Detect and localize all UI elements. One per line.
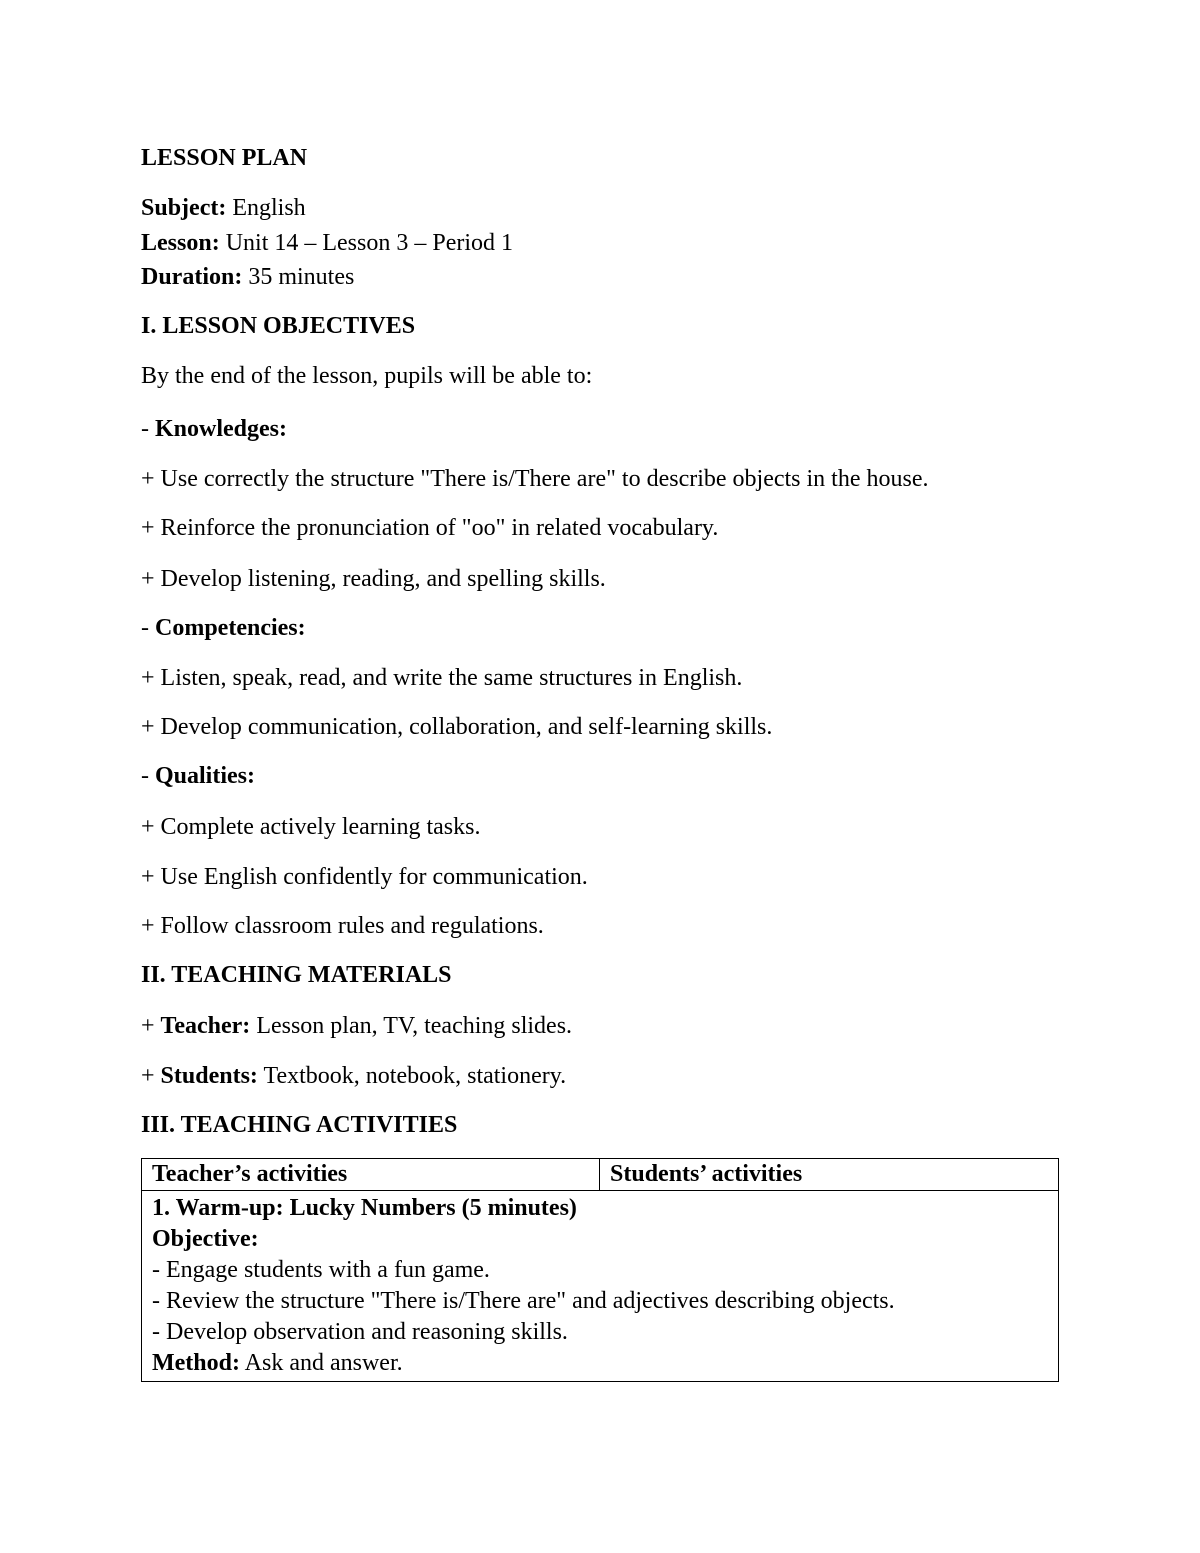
competency-item: + Listen, speak, read, and write the same structures in English. bbox=[141, 665, 743, 691]
duration-line bbox=[141, 262, 354, 292]
objective-item: - Develop observation and reasoning skills. bbox=[152, 1319, 568, 1345]
subject-line bbox=[141, 193, 306, 223]
col-teacher-header: Teacher’s activities bbox=[142, 1159, 600, 1191]
quality-item: + Follow classroom rules and regulations. bbox=[141, 913, 544, 939]
materials-heading: II. TEACHING MATERIALS bbox=[141, 962, 452, 988]
objective-item: - Engage students with a fun game. bbox=[152, 1257, 490, 1283]
competencies-dash: - bbox=[141, 615, 155, 641]
teacher-value: Lesson plan, TV, teaching slides. bbox=[250, 1013, 573, 1039]
materials-students bbox=[141, 1061, 566, 1091]
teacher-prefix: + bbox=[141, 1013, 161, 1039]
table-row bbox=[142, 1191, 1059, 1382]
duration-value: 35 minutes bbox=[248, 264, 355, 290]
competency-item: + Develop communication, collaboration, and self-learning skills. bbox=[141, 714, 773, 740]
knowledges-heading bbox=[141, 414, 287, 444]
method-label: Method: bbox=[152, 1350, 240, 1376]
objectives-heading: I. LESSON OBJECTIVES bbox=[141, 313, 416, 339]
warmup-title: 1. Warm-up: Lucky Numbers (5 minutes) bbox=[152, 1195, 577, 1221]
warmup-cell bbox=[142, 1191, 1059, 1382]
qualities-heading bbox=[141, 761, 255, 791]
page-title: LESSON PLAN bbox=[141, 145, 308, 171]
qualities-label: Qualities: bbox=[155, 763, 255, 789]
method-line bbox=[152, 1348, 1048, 1379]
students-label: Students: bbox=[160, 1063, 258, 1089]
activities-table bbox=[141, 1158, 1059, 1382]
quality-item: + Use English confidently for communication. bbox=[141, 864, 588, 890]
quality-item: + Complete actively learning tasks. bbox=[141, 814, 481, 840]
knowledge-item: + Develop listening, reading, and spelling skills. bbox=[141, 566, 606, 592]
objective-item: - Review the structure "There is/There are" and adjectives describing objects. bbox=[152, 1288, 895, 1314]
activities-heading: III. TEACHING ACTIVITIES bbox=[141, 1112, 458, 1138]
objective-label: Objective: bbox=[152, 1226, 259, 1252]
knowledges-dash: - bbox=[141, 416, 155, 442]
objectives-intro: By the end of the lesson, pupils will be able to: bbox=[141, 363, 593, 389]
students-value: Textbook, notebook, stationery. bbox=[257, 1063, 567, 1089]
students-prefix: + bbox=[141, 1063, 161, 1089]
method-value: Ask and answer. bbox=[239, 1350, 403, 1376]
qualities-dash: - bbox=[141, 763, 155, 789]
lesson-value: Unit 14 – Lesson 3 – Period 1 bbox=[225, 230, 514, 256]
lesson-line bbox=[141, 228, 513, 258]
subject-value: English bbox=[232, 195, 306, 221]
col-students-header: Students’ activities bbox=[600, 1159, 1059, 1191]
knowledge-item: + Use correctly the structure "There is/There are" to describe objects in the house. bbox=[141, 466, 929, 492]
table-header-row bbox=[142, 1159, 1059, 1191]
subject-label: Subject: bbox=[141, 195, 227, 221]
lesson-label: Lesson: bbox=[141, 230, 220, 256]
competencies-label: Competencies: bbox=[155, 615, 306, 641]
teacher-label: Teacher: bbox=[160, 1013, 251, 1039]
knowledge-item: + Reinforce the pronunciation of "oo" in related vocabulary. bbox=[141, 515, 719, 541]
competencies-heading bbox=[141, 613, 306, 643]
knowledges-label: Knowledges: bbox=[155, 416, 287, 442]
materials-teacher bbox=[141, 1011, 572, 1041]
duration-label: Duration: bbox=[141, 264, 243, 290]
